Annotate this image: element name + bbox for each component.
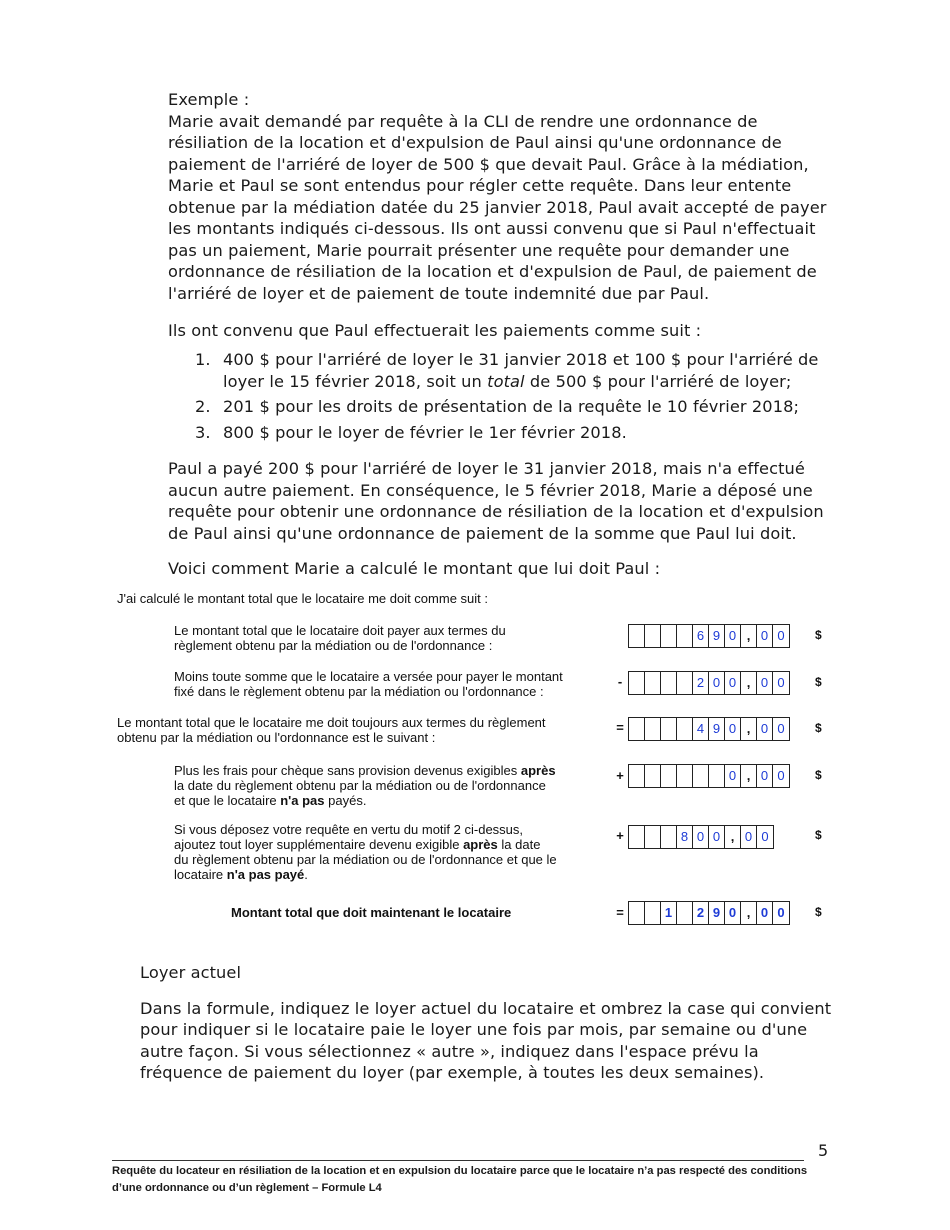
list-text-emphasis: total <box>487 371 525 391</box>
digit-cell[interactable]: 4 <box>693 718 709 740</box>
list-number: 2. <box>195 397 211 416</box>
digit-cell[interactable] <box>709 765 725 787</box>
digit-cell[interactable]: 0 <box>757 625 773 647</box>
currency-symbol: $ <box>815 628 822 642</box>
digit-cell[interactable]: 8 <box>677 826 693 848</box>
form-row-label <box>117 715 546 745</box>
digit-cell[interactable] <box>629 765 645 787</box>
digit-cell[interactable] <box>661 765 677 787</box>
digit-cell[interactable] <box>629 625 645 647</box>
paid-paragraph: Paul a payé 200 $ pour l'arriéré de loyer le 31 janvier 2018, mais n'a effectué aucun autre paiement. En conséquence, le 5 février 2018, Marie a déposé une requête pour obtenir une ordonnance de résiliation de la location et d'expulsion de Paul ainsi qu'une ordonnance de paiement de la somme que Paul lui doit. <box>168 459 824 543</box>
label-line: locataire n'a pas payé. <box>174 867 308 882</box>
digit-cell[interactable] <box>661 718 677 740</box>
label-line: Le montant total que le locataire me doit toujours aux termes du règlement <box>117 715 546 730</box>
label-line: du règlement obtenu par la médiation ou de l'ordonnance et que le <box>174 852 557 867</box>
operator-plus: + <box>616 828 624 843</box>
operator-equals: = <box>616 905 624 920</box>
list-item <box>168 349 833 392</box>
label-line: obtenu par la médiation ou l'ordonnance est le suivant : <box>117 730 436 745</box>
digit-cell[interactable]: 0 <box>777 721 785 736</box>
digit-cell[interactable] <box>677 625 693 647</box>
section-heading: Loyer actuel <box>140 963 242 982</box>
label-line: fixé dans le règlement obtenu par la médiation ou l'ordonnance : <box>174 684 544 699</box>
label-line: règlement obtenu par la médiation ou de l'ordonnance : <box>174 638 493 653</box>
amount-boxes-still-owed[interactable] <box>628 717 790 741</box>
digit-cell[interactable] <box>629 718 645 740</box>
label-line: et que le locataire n'a pas payés. <box>174 793 367 808</box>
digit-cell[interactable] <box>693 765 709 787</box>
operator-minus: - <box>617 674 623 689</box>
digit-cell[interactable]: 0 <box>757 902 773 924</box>
digit-cell[interactable]: 9 <box>709 902 725 924</box>
form-row-label <box>174 669 563 699</box>
digit-cell[interactable] <box>677 672 693 694</box>
digit-cell[interactable] <box>661 625 677 647</box>
digit-cell[interactable]: 2 <box>693 672 709 694</box>
digit-cell[interactable]: 0 <box>757 718 773 740</box>
digit-cell[interactable]: 6 <box>693 625 709 647</box>
decimal-separator: , <box>741 672 757 694</box>
decimal-separator: , <box>725 826 741 848</box>
current-rent-section <box>140 962 840 1084</box>
example-paragraph: Marie avait demandé par requête à la CLI de rendre une ordonnance de résiliation de la location et d'expulsion de Paul ainsi qu'une ordonnance de paiement de l'arriéré de loyer de 500 $ que devait Paul. Grâce à la médiation, Marie et Paul se sont entendus pour régler cette requête. Dans leur entente obtenue par la médiation datée du 25 janvier 2018, Paul avait accepté de payer les montants indiqués ci-dessous. Ils ont aussi convenu que si Paul n'effectuait pas un paiement, Marie pourrait présenter une requête pour demander une ordonnance de résiliation de la location et d'expulsion de Paul, de paiement de l'arriéré de loyer et de paiement de toute indemnité due par Paul. <box>168 111 827 303</box>
list-number: 3. <box>195 422 211 442</box>
digit-cell[interactable] <box>645 902 661 924</box>
digit-cell[interactable] <box>645 765 661 787</box>
digit-cell[interactable] <box>629 826 645 848</box>
page-number: 5 <box>818 1141 829 1160</box>
digit-cell[interactable] <box>645 625 661 647</box>
form-header: J'ai calculé le montant total que le locataire me doit comme suit : <box>117 591 488 606</box>
digit-cell[interactable]: 0 <box>709 672 725 694</box>
digit-cell[interactable] <box>645 672 661 694</box>
amount-boxes-paid[interactable] <box>628 671 790 695</box>
list-text: 800 $ pour le loyer de février le 1er février 2018. <box>223 422 627 442</box>
digit-cell[interactable]: 1 <box>661 902 677 924</box>
amount-boxes-nsf-fees[interactable] <box>628 764 790 788</box>
digit-cell[interactable]: 9 <box>709 718 725 740</box>
digit-cell[interactable]: 0 <box>757 765 773 787</box>
amount-boxes-grand-total[interactable] <box>628 901 790 925</box>
label-line: ajoutez tout loyer supplémentaire devenu exigible après la date <box>174 837 541 852</box>
digit-cell[interactable]: 0 <box>777 675 785 690</box>
digit-cell[interactable] <box>677 718 693 740</box>
amount-boxes-total-owed[interactable] <box>628 624 790 648</box>
digit-cell[interactable]: 0 <box>777 628 785 643</box>
form-row-label <box>174 623 506 653</box>
digit-cell[interactable] <box>645 718 661 740</box>
decimal-separator: , <box>741 765 757 787</box>
paid-block <box>168 458 833 544</box>
list-text-after: de 500 $ pour l'arriéré de loyer; <box>524 371 792 391</box>
digit-cell[interactable]: 0 <box>725 765 741 787</box>
calc-intro-text: Voici comment Marie a calculé le montant que lui doit Paul : <box>168 559 661 578</box>
list-number: 1. <box>195 350 211 369</box>
digit-cell[interactable]: 2 <box>693 902 709 924</box>
digit-cell[interactable]: 0 <box>777 905 785 920</box>
label-line: la date du règlement obtenu par la médiation ou de l'ordonnance <box>174 778 546 793</box>
footer-title: Requête du locateur en résiliation de la location et en expulsion du locataire parce que le locataire n’a pas respecté des conditions d’une ordonnance ou d’un règlement – Formule L4 <box>112 1165 808 1194</box>
digit-cell[interactable]: 0 <box>761 829 769 844</box>
digit-cell[interactable]: 0 <box>777 768 785 783</box>
digit-cell[interactable]: 9 <box>709 625 725 647</box>
form-row-label <box>174 763 556 808</box>
operator-plus: + <box>616 768 624 783</box>
decimal-separator: , <box>741 902 757 924</box>
operator-equals: = <box>616 720 624 735</box>
digit-cell[interactable] <box>661 672 677 694</box>
footer-divider <box>112 1160 804 1161</box>
currency-symbol: $ <box>815 768 822 782</box>
digit-cell[interactable]: 0 <box>693 826 709 848</box>
calc-intro <box>168 558 833 580</box>
digit-cell[interactable] <box>645 826 661 848</box>
form-row-label <box>174 822 557 882</box>
digit-cell[interactable]: 0 <box>757 672 773 694</box>
digit-cell[interactable] <box>629 672 645 694</box>
digit-cell[interactable] <box>629 902 645 924</box>
agreed-intro <box>168 320 833 342</box>
digit-cell[interactable]: 0 <box>725 718 741 740</box>
currency-symbol: $ <box>815 675 822 689</box>
current-rent-paragraph: Dans la formule, indiquez le loyer actuel du locataire et ombrez la case qui convient pour indiquer si le locataire paie le loyer une fois par mois, par semaine ou d'une autre façon. Si vous sélectionnez « autre », indiquez dans l'espace prévu la fréquence de paiement du loyer (par exemple, à toutes les deux semaines). <box>140 998 832 1082</box>
digit-cell[interactable] <box>677 765 693 787</box>
label-line: Si vous déposez votre requête en vertu du motif 2 ci-dessus, <box>174 822 524 837</box>
agreed-intro-text: Ils ont convenu que Paul effectuerait les paiements comme suit : <box>168 321 702 340</box>
list-item <box>168 396 833 418</box>
decimal-separator: , <box>741 625 757 647</box>
digit-cell[interactable]: 0 <box>725 672 741 694</box>
label-line: Plus les frais pour chèque sans provision devenus exigibles après <box>174 763 556 778</box>
example-block <box>168 89 833 304</box>
digit-cell[interactable]: 0 <box>741 826 757 848</box>
currency-symbol: $ <box>815 905 822 919</box>
currency-symbol: $ <box>815 721 822 735</box>
example-heading: Exemple : <box>168 90 250 109</box>
amount-boxes-additional-rent[interactable] <box>628 825 774 849</box>
list-text: 201 $ pour les droits de présentation de la requête le 10 février 2018; <box>223 397 800 416</box>
label-line: Le montant total que le locataire doit payer aux termes du <box>174 623 506 638</box>
digit-cell[interactable]: 0 <box>709 826 725 848</box>
digit-cell[interactable] <box>677 902 693 924</box>
total-label: Montant total que doit maintenant le locataire <box>231 905 512 920</box>
decimal-separator: , <box>741 718 757 740</box>
currency-symbol: $ <box>815 828 822 842</box>
payment-list <box>168 349 833 443</box>
label-line: Moins toute somme que le locataire a versée pour payer le montant <box>174 669 563 684</box>
list-text-before: 400 $ pour l'arriéré de loyer le 31 janvier 2018 et 100 $ pour l'arriéré de loyer le 15 février 2018, soit un <box>223 350 819 391</box>
list-item <box>168 422 833 444</box>
digit-cell[interactable]: 0 <box>725 902 741 924</box>
digit-cell[interactable]: 0 <box>725 625 741 647</box>
digit-cell[interactable] <box>661 826 677 848</box>
